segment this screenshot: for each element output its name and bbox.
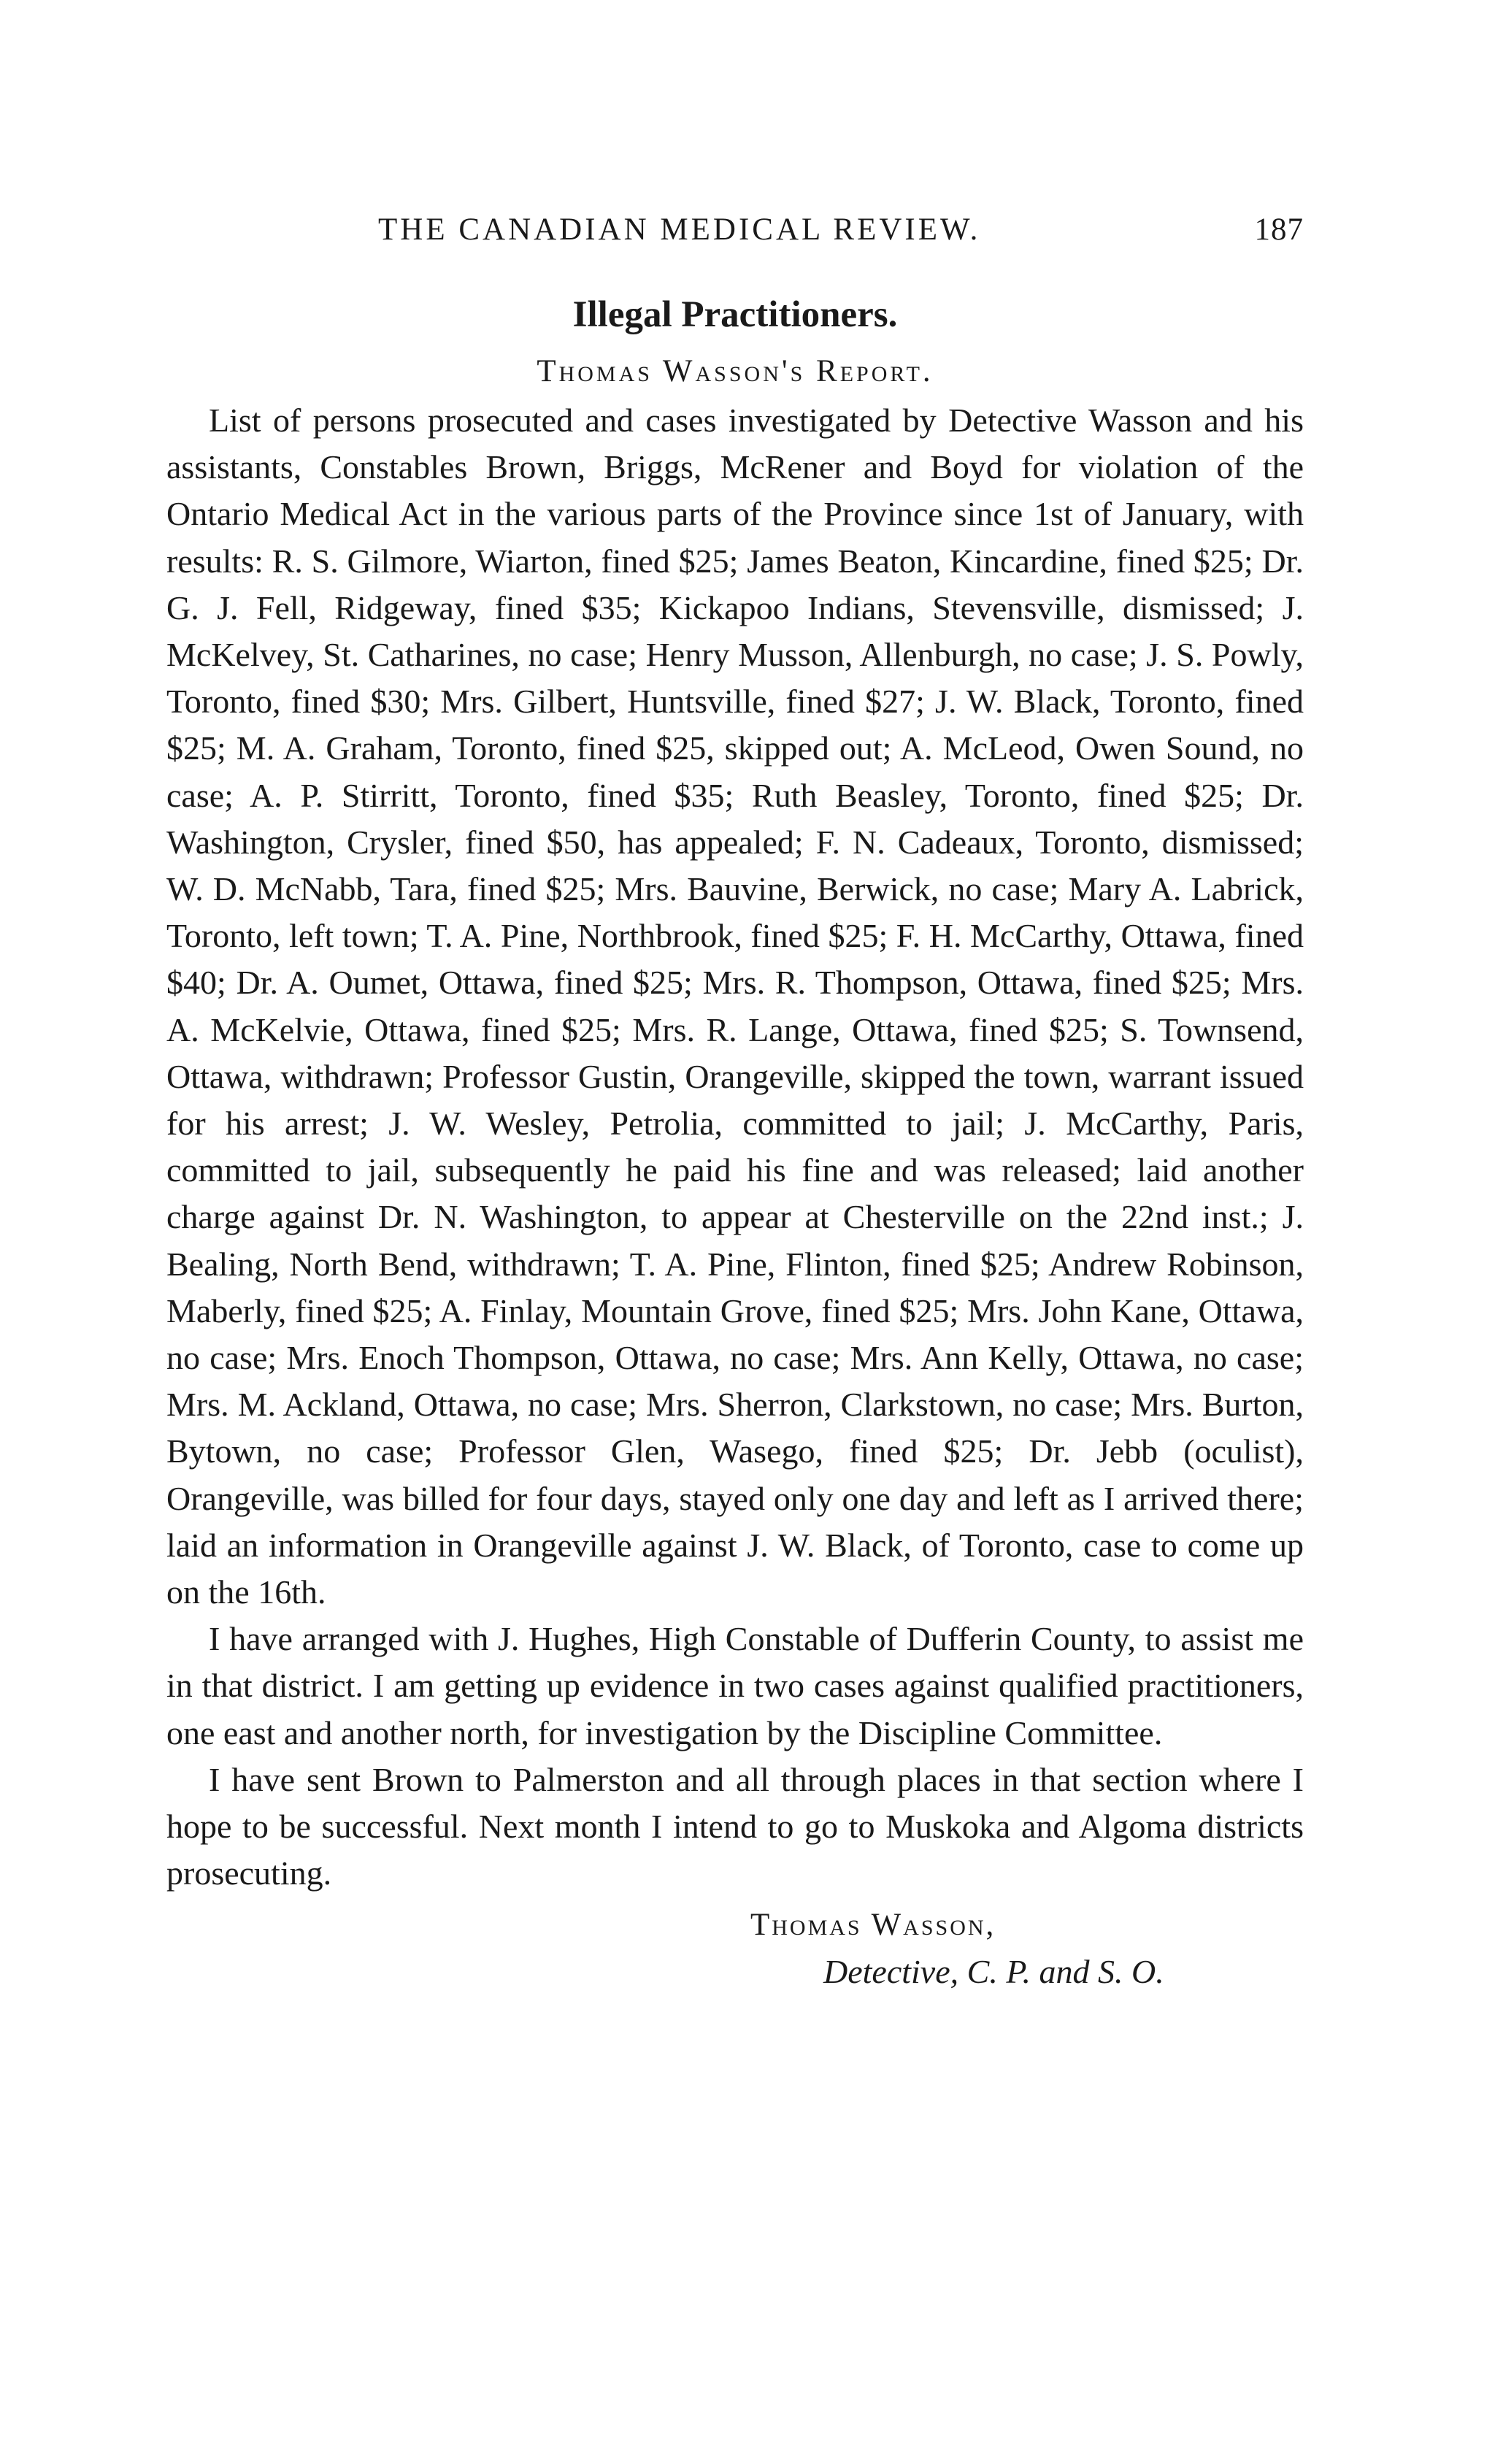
report-subtitle: Thomas Wasson's Report. [537,354,934,388]
signature-name: Thomas Wasson, [750,1907,996,1942]
article-title: Illegal Practitioners. [572,294,898,335]
page-number: 187 [1254,212,1304,247]
signature-block [166,1902,1304,1995]
journal-page [166,212,1304,1995]
paragraph-case-list: List of persons prosecuted and cases investigated by Detective Wasson and his assistants, Constables Brown, Briggs, McRener and Boyd for violation of the Ontario Medical Act in the various parts of the Province since 1st of January, with results: R. S. Gilmore, Wiarton, fined $25; James Beaton, Kincardine, fined $25; Dr. G. J. Fell, Ridgeway, fined $35; Kickapoo Indians, Stevensville, dismissed; J. McKelvey, St. Catharines, no case; Henry Musson, Allenburgh, no case; J. S. Powly, Toronto, fined $30; Mrs. Gilbert, Huntsville, fined $27; J. W. Black, Toronto, fined $25; M. A. Graham, Toronto, fined $25, skipped out; A. McLeod, Owen Sound, no case; A. P. Stirritt, Toronto, fined $35; Ruth Beasley, Toronto, fined $25; Dr. Washington, Crysler, fined $50, has appealed; F. N. Cadeaux, Toronto, dismissed; W. D. McNabb, Tara, fined $25; Mrs. Bauvine, Berwick, no case; Mary A. Labrick, Toronto, left town; T. A. Pine, Northbrook, fined $25; F. H. McCarthy, Ottawa, fined $40; Dr. A. Oumet, Ottawa, fined $25; Mrs. R. Thompson, Ottawa, fined $25; Mrs. A. McKelvie, Ottawa, fined $25; Mrs. R. Lange, Ottawa, fined $25; S. Townsend, Ottawa, withdrawn; Professor Gustin, Orangeville, skipped the town, warrant issued for his arrest; J. W. Wesley, Petrolia, committed to jail; J. McCarthy, Paris, committed to jail, subsequently he paid his fine and was released; laid another charge against Dr. N. Washington, to appear at Chesterville on the 22nd inst.; J. Bealing, North Bend, withdrawn; T. A. Pine, Flinton, fined $25; Andrew Robinson, Maberly, fined $25; A. Finlay, Mountain Grove, fined $25; Mrs. John Kane, Ottawa, no case; Mrs. Enoch Thompson, Ottawa, no case; Mrs. Ann Kelly, Ottawa, no case; Mrs. M. Ackland, Ottawa, no case; Mrs. Sherron, Clarkstown, no case; Mrs. Burton, Bytown, no case; Professor Glen, Wasego, fined $25; Dr. Jebb (oculist), Orangeville, was billed for four days, stayed only one day and left as I arrived there; laid an information in Orangeville against J. W. Black, of Toronto, case to come up on the 16th. [166,402,1304,1611]
article-body [166,397,1304,1897]
running-head [166,212,1304,263]
signature-role: Detective, C. P. and S. O. [823,1952,1164,1990]
paragraph-arrangements: I have arranged with J. Hughes, High Constable of Dufferin County, to assist me in that district. I am getting up evidence in two cases against qualified practitioners, one east and another north, for investigation by the Discipline Committee. [166,1620,1304,1751]
journal-title: THE CANADIAN MEDICAL REVIEW. [378,212,981,247]
paragraph-plans: I have sent Brown to Palmerston and all through places in that section where I hope to be successful. Next month I intend to go to Muskoka and Algoma districts prosecuting. [166,1760,1304,1892]
